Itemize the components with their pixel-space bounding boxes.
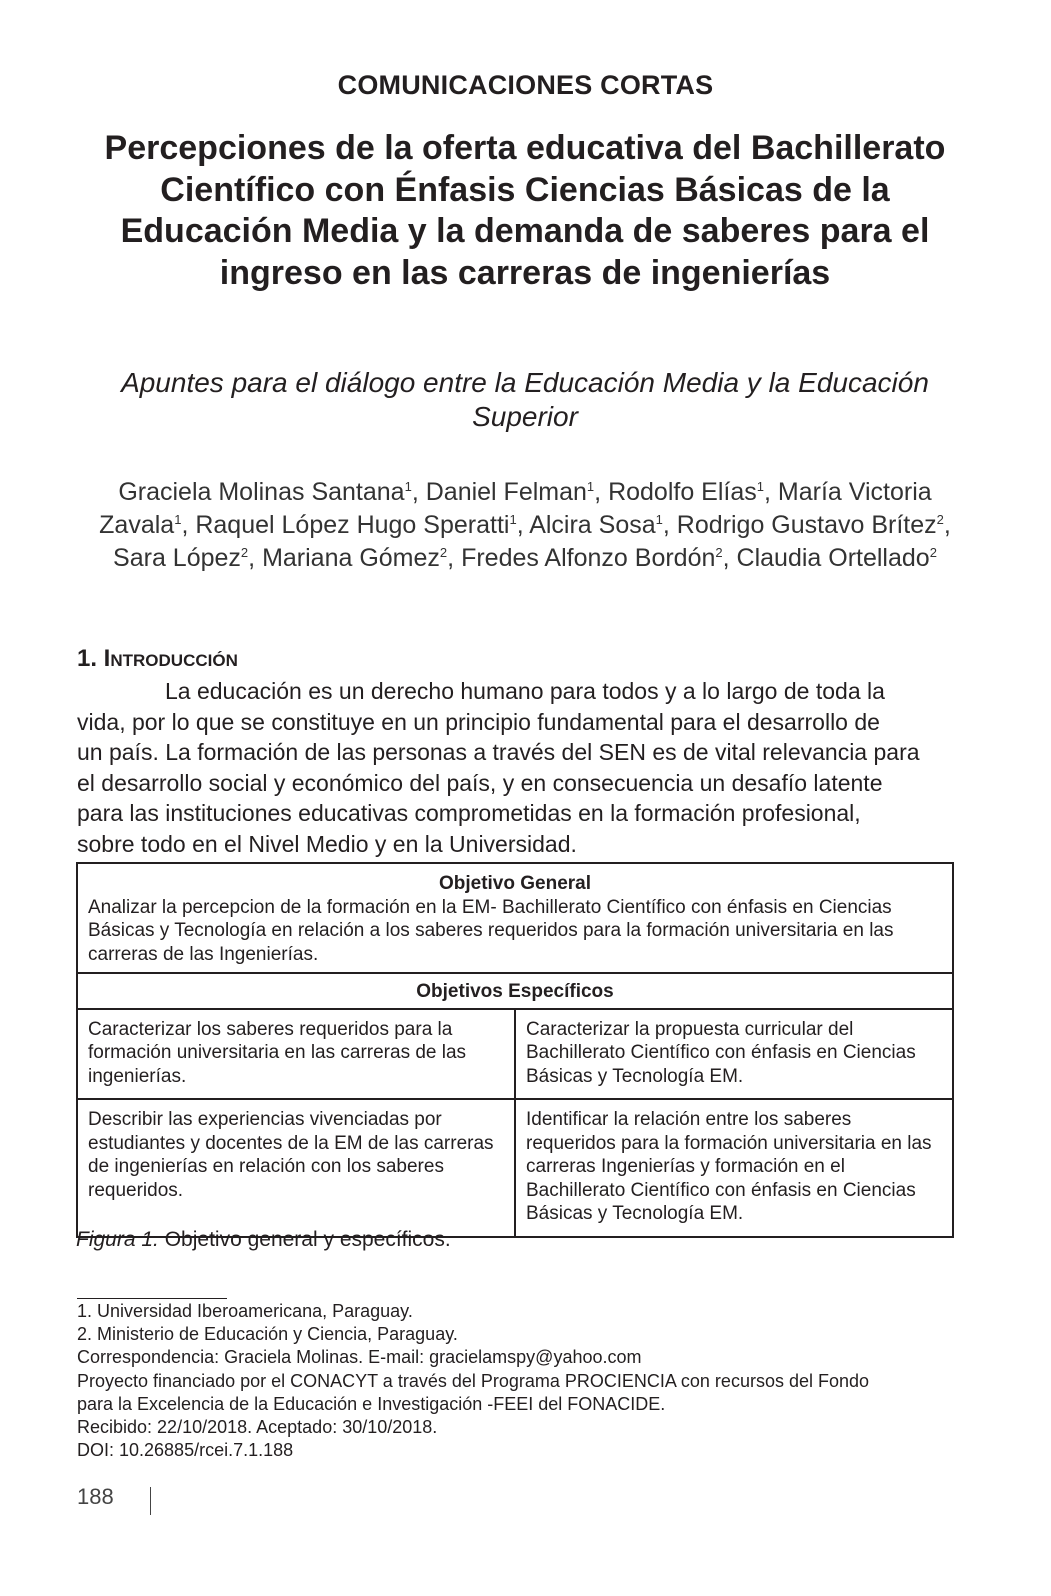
article-title: Percepciones de la oferta educativa del Bachillerato Científico con Énfasis Ciencias Básicas de la Educación Media y la demanda de saberes para el ingreso en las carreras de ingenierías xyxy=(104,129,946,292)
intro-line: un país. La formación de las personas a través del SEN es de vital relevancia para xyxy=(77,739,920,765)
author-affiliation-marker: 1 xyxy=(756,479,764,494)
author xyxy=(737,544,937,572)
specific-objective-cell: Caracterizar los saberes requeridos para la formación universitaria en las carreras de las ingenierías. xyxy=(77,1009,515,1100)
author-name: Sara López xyxy=(113,544,241,572)
objectives-table xyxy=(76,862,954,1238)
author-affiliation-marker: 2 xyxy=(240,545,249,560)
author-affiliation-marker: 1 xyxy=(174,512,182,527)
specific-objectives-heading: Objetivos Específicos xyxy=(77,973,953,1009)
footnote-affiliation-2: 2. Ministerio de Educación y Ciencia, Paraguay. xyxy=(77,1324,458,1345)
author xyxy=(608,478,764,506)
author-name: María Victoria Zavala xyxy=(99,478,932,539)
specific-objectives-row xyxy=(77,1009,953,1100)
specific-objective-cell: Describir las experiencias vivenciadas por estudiantes y docentes de la EM de las carreras de ingenierías en relación con los saberes requeridos. xyxy=(77,1099,515,1237)
section-heading-introduction: 1. Introducción xyxy=(77,645,238,672)
author-affiliation-marker: 1 xyxy=(655,512,663,527)
figure-caption xyxy=(76,1228,451,1252)
specific-objectives-header-row xyxy=(77,973,953,1009)
specific-objectives-row xyxy=(77,1099,953,1237)
footnote-divider xyxy=(77,1298,227,1299)
article-subtitle: Apuntes para el diálogo entre la Educación Media y la Educación Superior xyxy=(121,367,929,432)
figure-caption-text: Objetivo general y específicos. xyxy=(164,1228,451,1251)
author-name: Graciela Molinas Santana xyxy=(118,478,405,506)
author-affiliation-marker: 1 xyxy=(509,512,517,527)
author xyxy=(677,511,944,539)
page-number: 188 xyxy=(77,1484,114,1509)
intro-line: para las instituciones educativas comprometidas en la formación profesional, xyxy=(77,800,861,826)
author xyxy=(195,511,516,539)
page-number-separator xyxy=(150,1487,151,1515)
author-affiliation-marker: 1 xyxy=(586,479,595,494)
footnote-funding-cont: para la Excelencia de la Educación e Investigación -FEEI del FONACIDE. xyxy=(77,1393,666,1414)
author-name: Fredes Alfonzo Bordón xyxy=(461,544,716,572)
author xyxy=(529,511,663,539)
author-name: Raquel López Hugo Speratti xyxy=(195,511,510,539)
specific-objective-cell: Identificar la relación entre los saberes requeridos para la formación universitaria en las carreras Ingenierías y formación en el Bachillerato Científico con énfasis en Ciencias Básicas y Tecnología EM. xyxy=(515,1099,953,1237)
author-affiliation-marker: 2 xyxy=(929,545,937,560)
author xyxy=(262,544,447,572)
figure-label: Figura 1. xyxy=(76,1228,159,1251)
intro-line: La educación es un derecho humano para todos y a lo largo de toda la xyxy=(165,678,885,704)
author-name: Rodrigo Gustavo Brítez xyxy=(676,511,937,539)
introduction-paragraph xyxy=(77,676,957,859)
intro-line: el desarrollo social y económico del país, y en consecuencia un desafío latente xyxy=(77,769,883,796)
author xyxy=(118,478,412,506)
general-objective-text: Analizar la percepcion de la formación en la EM- Bachillerato Científico con énfasis en Ciencias Básicas y Tecnología en relación a los saberes requeridos para la formación universitaria en las carreras de las Ingenierías. xyxy=(88,896,894,965)
author-affiliation-marker: 2 xyxy=(936,512,944,527)
author xyxy=(113,544,248,572)
author xyxy=(461,544,723,572)
author-name: Daniel Felman xyxy=(425,478,587,506)
footnote-dates: Recibido: 22/10/2018. Aceptado: 30/10/2018. xyxy=(77,1417,438,1438)
author-affiliation-marker: 1 xyxy=(404,479,412,494)
general-objective-heading: Objetivo General xyxy=(438,873,592,894)
specific-objective-cell: Caracterizar la propuesta curricular del Bachillerato Científico con énfasis en Ciencias Básicas y Tecnología EM. xyxy=(515,1009,953,1100)
author-name: Mariana Gómez xyxy=(262,544,440,572)
general-objective-row xyxy=(77,863,953,973)
author-name: Claudia Ortellado xyxy=(736,544,930,572)
footnotes xyxy=(77,1300,967,1462)
footnote-affiliation-1: 1. Universidad Iberoamericana, Paraguay. xyxy=(77,1301,413,1321)
footnote-doi: DOI: 10.26885/rcei.7.1.188 xyxy=(77,1440,294,1461)
section-label: COMUNICACIONES CORTAS xyxy=(337,70,714,100)
footnote-funding: Proyecto financiado por el CONACYT a través del Programa PROCIENCIA con recursos del Fondo xyxy=(77,1370,870,1391)
intro-line: sobre todo en el Nivel Medio y en la Universidad. xyxy=(77,830,577,857)
author-name: Alcira Sosa xyxy=(529,511,656,539)
author-list: Graciela Molinas Santana$^1$, Daniel Felman$^1$, Rodolfo Elías$^1$, María Victoria Zavala$^1$, Raquel López Hugo Speratti$^1$, Alcira Sosa$^1$, Rodrigo Gustavo Brítez$^2$, Sara López$^2$, Mariana Gómez$^2$, Fredes Alfonzo Bordón$^2$, Claudia Ortellado$^2$ xyxy=(99,478,951,572)
intro-line: vida, por lo que se constituye en un principio fundamental para el desarrollo de xyxy=(77,708,880,735)
author xyxy=(426,478,594,506)
author-affiliation-marker: 2 xyxy=(715,545,723,560)
author-name: Rodolfo Elías xyxy=(608,478,757,506)
author-affiliation-marker: 2 xyxy=(439,545,448,560)
general-objective-cell xyxy=(77,863,953,973)
footnote-correspondence: Correspondencia: Graciela Molinas. E-mail: gracielamspy@yahoo.com xyxy=(77,1347,642,1368)
